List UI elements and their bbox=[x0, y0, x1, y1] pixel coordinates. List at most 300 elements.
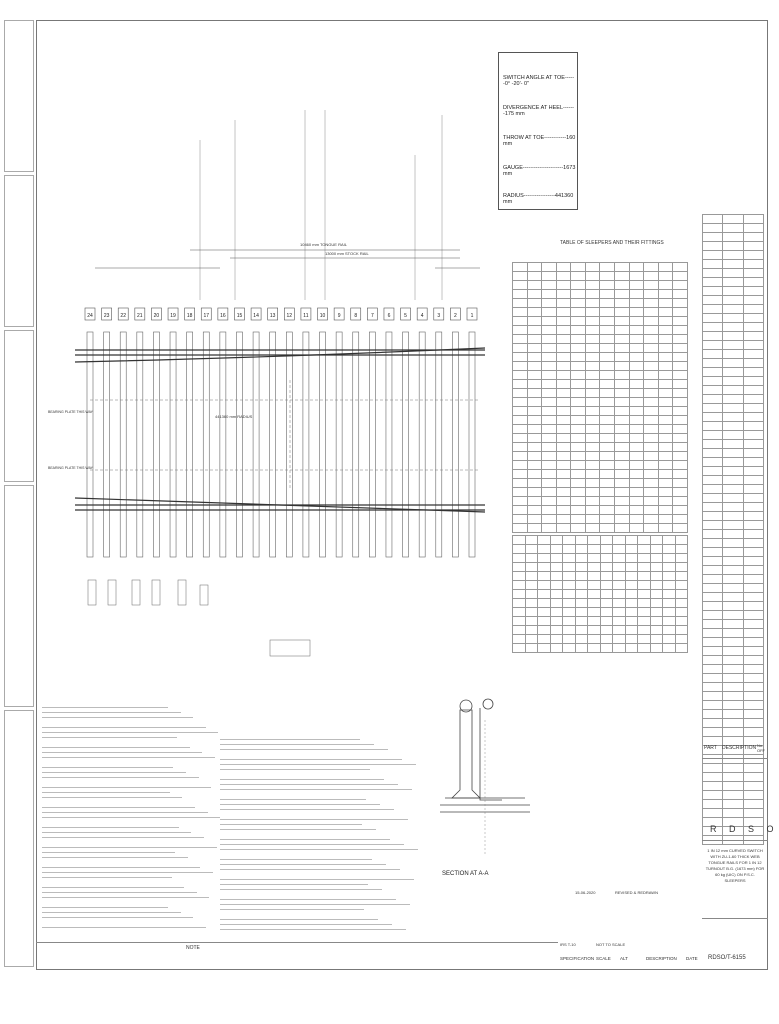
table-cell bbox=[513, 599, 526, 608]
table-cell bbox=[703, 368, 723, 377]
table-cell bbox=[527, 371, 542, 380]
table-cell bbox=[703, 377, 723, 386]
table-cell bbox=[703, 566, 723, 575]
table-cell bbox=[600, 590, 613, 599]
table-cell bbox=[600, 326, 615, 335]
sleeper-table-row bbox=[513, 425, 688, 434]
sleeper-table-row bbox=[513, 335, 688, 344]
table-cell bbox=[513, 470, 528, 479]
table-cell bbox=[525, 545, 538, 554]
sleeper-number: 7 bbox=[370, 313, 374, 319]
note-line bbox=[42, 837, 204, 838]
table-cell bbox=[571, 263, 586, 272]
table-cell bbox=[585, 299, 600, 308]
table-cell bbox=[556, 317, 571, 326]
table-cell bbox=[527, 389, 542, 398]
note-line bbox=[42, 917, 193, 918]
divider bbox=[702, 840, 768, 841]
table-cell bbox=[743, 656, 763, 665]
table-cell bbox=[675, 563, 688, 572]
table-cell bbox=[703, 413, 723, 422]
sleeper bbox=[403, 332, 409, 557]
table-cell bbox=[673, 317, 688, 326]
table-cell bbox=[703, 692, 723, 701]
table-cell bbox=[513, 608, 526, 617]
sleeper-table-row bbox=[513, 506, 688, 515]
table-cell bbox=[743, 530, 763, 539]
table-cell bbox=[571, 326, 586, 335]
table-cell bbox=[525, 635, 538, 644]
sleeper-table-row bbox=[513, 497, 688, 506]
table-cell bbox=[650, 644, 663, 653]
table-cell bbox=[644, 299, 659, 308]
table-cell bbox=[743, 296, 763, 305]
table-cell bbox=[525, 599, 538, 608]
rdso-label: R D S O bbox=[710, 824, 779, 834]
table-cell bbox=[703, 494, 723, 503]
parts-table-row bbox=[703, 305, 764, 314]
table-cell bbox=[615, 290, 630, 299]
table-cell bbox=[542, 425, 557, 434]
table-cell bbox=[556, 497, 571, 506]
table-cell bbox=[743, 359, 763, 368]
table-cell bbox=[723, 431, 743, 440]
table-cell bbox=[658, 317, 673, 326]
table-cell bbox=[538, 536, 551, 545]
stock-rail-label: 13000 mm STOCK RAIL bbox=[325, 251, 369, 256]
table-cell bbox=[525, 536, 538, 545]
table-cell bbox=[629, 506, 644, 515]
table-cell bbox=[542, 488, 557, 497]
sleeper-table-row bbox=[513, 515, 688, 524]
table-cell bbox=[703, 647, 723, 656]
parts-table-row bbox=[703, 512, 764, 521]
table-cell bbox=[571, 416, 586, 425]
table-cell bbox=[563, 536, 576, 545]
note-line bbox=[42, 897, 209, 898]
table-cell bbox=[585, 308, 600, 317]
sleeper-number-row bbox=[85, 308, 477, 320]
sleeper bbox=[452, 332, 458, 557]
table-cell bbox=[588, 536, 601, 545]
table-cell bbox=[629, 515, 644, 524]
table-cell bbox=[703, 431, 723, 440]
parts-table-row bbox=[703, 458, 764, 467]
table-cell bbox=[723, 512, 743, 521]
table-cell bbox=[675, 581, 688, 590]
sleepers bbox=[87, 332, 475, 557]
parts-table-row bbox=[703, 467, 764, 476]
table-cell bbox=[703, 296, 723, 305]
table-cell bbox=[525, 554, 538, 563]
parts-table-row bbox=[703, 629, 764, 638]
table-cell bbox=[644, 389, 659, 398]
table-cell bbox=[525, 572, 538, 581]
fittings-table-row bbox=[513, 581, 688, 590]
table-cell bbox=[571, 335, 586, 344]
table-cell bbox=[673, 380, 688, 389]
table-cell bbox=[556, 371, 571, 380]
table-cell bbox=[723, 593, 743, 602]
table-cell bbox=[638, 635, 651, 644]
fittings-table-row bbox=[513, 590, 688, 599]
note-line bbox=[220, 849, 418, 850]
table-cell bbox=[663, 626, 676, 635]
table-cell bbox=[723, 719, 743, 728]
table-cell bbox=[575, 644, 588, 653]
table-cell bbox=[703, 575, 723, 584]
table-cell bbox=[703, 710, 723, 719]
table-cell bbox=[600, 488, 615, 497]
table-cell bbox=[743, 521, 763, 530]
sleeper-table-row bbox=[513, 380, 688, 389]
table-cell bbox=[527, 344, 542, 353]
table-cell bbox=[703, 458, 723, 467]
table-cell bbox=[588, 626, 601, 635]
table-cell bbox=[703, 467, 723, 476]
table-cell bbox=[658, 524, 673, 533]
date-label: DATE bbox=[686, 956, 698, 961]
table-cell bbox=[650, 626, 663, 635]
table-cell bbox=[743, 638, 763, 647]
table-cell bbox=[556, 326, 571, 335]
table-cell bbox=[663, 545, 676, 554]
table-cell bbox=[629, 479, 644, 488]
table-cell bbox=[600, 608, 613, 617]
table-cell bbox=[658, 488, 673, 497]
sleeper-table-row bbox=[513, 470, 688, 479]
table-cell bbox=[538, 626, 551, 635]
table-cell bbox=[542, 389, 557, 398]
parts-table-row bbox=[703, 350, 764, 359]
fittings-table-row bbox=[513, 635, 688, 644]
table-cell bbox=[644, 506, 659, 515]
note-bar bbox=[36, 942, 558, 955]
table-cell bbox=[527, 488, 542, 497]
table-cell bbox=[513, 362, 528, 371]
table-cell bbox=[625, 572, 638, 581]
sleeper-table-row bbox=[513, 299, 688, 308]
table-cell bbox=[571, 470, 586, 479]
table-cell bbox=[538, 608, 551, 617]
sleeper-number: 14 bbox=[253, 313, 259, 319]
table-cell bbox=[588, 608, 601, 617]
table-cell bbox=[743, 341, 763, 350]
table-cell bbox=[625, 554, 638, 563]
table-cell bbox=[585, 317, 600, 326]
table-cell bbox=[615, 353, 630, 362]
table-cell bbox=[538, 599, 551, 608]
note-line bbox=[220, 819, 408, 820]
ownership-note bbox=[702, 758, 768, 819]
section-aa-drawing bbox=[430, 680, 540, 880]
table-cell bbox=[625, 626, 638, 635]
table-cell bbox=[663, 644, 676, 653]
table-cell bbox=[673, 497, 688, 506]
sleeper-number: 1 bbox=[470, 313, 474, 319]
table-cell bbox=[644, 290, 659, 299]
parts-table-row bbox=[703, 278, 764, 287]
table-cell bbox=[723, 359, 743, 368]
sleeper-table-row bbox=[513, 263, 688, 272]
table-cell bbox=[673, 326, 688, 335]
table-cell bbox=[638, 554, 651, 563]
table-cell bbox=[723, 305, 743, 314]
table-cell bbox=[644, 425, 659, 434]
table-cell bbox=[723, 269, 743, 278]
note-line bbox=[42, 757, 215, 758]
table-cell bbox=[585, 515, 600, 524]
table-cell bbox=[542, 380, 557, 389]
table-cell bbox=[703, 611, 723, 620]
note-line bbox=[42, 712, 181, 713]
table-cell bbox=[550, 599, 563, 608]
table-cell bbox=[615, 452, 630, 461]
table-cell bbox=[613, 626, 626, 635]
table-cell bbox=[723, 215, 743, 224]
switch-angle-text: SWITCH ANGLE AT TOE------0° -20'- 0" bbox=[503, 75, 575, 87]
table-cell bbox=[723, 368, 743, 377]
table-cell bbox=[743, 215, 763, 224]
no-off-label: No. OFF bbox=[757, 743, 765, 753]
table-cell bbox=[513, 416, 528, 425]
sleeper-number: 2 bbox=[454, 313, 457, 319]
table-cell bbox=[743, 476, 763, 485]
parts-table-row bbox=[703, 404, 764, 413]
sleeper-number: 16 bbox=[220, 313, 226, 319]
table-cell bbox=[723, 683, 743, 692]
table-cell bbox=[743, 665, 763, 674]
table-cell bbox=[650, 545, 663, 554]
table-cell bbox=[703, 638, 723, 647]
table-cell bbox=[629, 425, 644, 434]
table-cell bbox=[743, 413, 763, 422]
table-cell bbox=[600, 470, 615, 479]
table-cell bbox=[585, 290, 600, 299]
table-cell bbox=[513, 299, 528, 308]
note-line bbox=[42, 847, 217, 848]
table-cell bbox=[556, 281, 571, 290]
table-cell bbox=[658, 380, 673, 389]
table-cell bbox=[513, 590, 526, 599]
note-line bbox=[220, 804, 380, 805]
revision-date: 15-06-2020 bbox=[575, 890, 596, 895]
parts-table-row bbox=[703, 548, 764, 557]
table-cell bbox=[743, 260, 763, 269]
table-cell bbox=[585, 470, 600, 479]
note-line bbox=[42, 707, 168, 708]
table-cell bbox=[675, 590, 688, 599]
table-cell bbox=[743, 539, 763, 548]
table-cell bbox=[629, 353, 644, 362]
table-cell bbox=[575, 545, 588, 554]
table-cell bbox=[644, 479, 659, 488]
table-cell bbox=[723, 422, 743, 431]
table-cell bbox=[588, 563, 601, 572]
fittings-table-row bbox=[513, 563, 688, 572]
table-cell bbox=[663, 581, 676, 590]
table-cell bbox=[743, 224, 763, 233]
note-line bbox=[42, 907, 168, 908]
table-cell bbox=[673, 452, 688, 461]
table-cell bbox=[673, 515, 688, 524]
table-cell bbox=[673, 371, 688, 380]
table-cell bbox=[723, 314, 743, 323]
table-cell bbox=[703, 404, 723, 413]
table-cell bbox=[538, 590, 551, 599]
table-cell bbox=[743, 314, 763, 323]
table-cell bbox=[629, 389, 644, 398]
table-cell bbox=[513, 389, 528, 398]
table-cell bbox=[563, 590, 576, 599]
table-cell bbox=[600, 425, 615, 434]
table-cell bbox=[673, 407, 688, 416]
description-footer-label: DESCRIPTION bbox=[646, 956, 677, 961]
sleeper-table-row bbox=[513, 308, 688, 317]
note-line bbox=[42, 812, 208, 813]
margin-strip bbox=[4, 485, 34, 707]
table-cell bbox=[723, 629, 743, 638]
table-cell bbox=[538, 554, 551, 563]
table-cell bbox=[615, 506, 630, 515]
table-cell bbox=[600, 635, 613, 644]
sleeper-number: 22 bbox=[120, 313, 126, 319]
sleeper bbox=[236, 332, 242, 557]
table-cell bbox=[615, 380, 630, 389]
bottom-title-bar bbox=[558, 942, 768, 970]
table-cell bbox=[600, 272, 615, 281]
table-cell bbox=[673, 389, 688, 398]
table-cell bbox=[703, 305, 723, 314]
table-cell bbox=[644, 380, 659, 389]
sleeper-number: 24 bbox=[87, 313, 93, 319]
table-cell bbox=[629, 362, 644, 371]
table-cell bbox=[644, 317, 659, 326]
parts-table-row bbox=[703, 521, 764, 530]
note-line bbox=[42, 792, 170, 793]
table-cell bbox=[743, 323, 763, 332]
table-cell bbox=[556, 335, 571, 344]
table-cell bbox=[629, 497, 644, 506]
table-cell bbox=[525, 581, 538, 590]
table-cell bbox=[615, 398, 630, 407]
table-cell bbox=[585, 362, 600, 371]
table-cell bbox=[673, 461, 688, 470]
note-line bbox=[220, 829, 376, 830]
table-cell bbox=[588, 572, 601, 581]
table-cell bbox=[663, 554, 676, 563]
fittings-table-row bbox=[513, 644, 688, 653]
parts-table-row bbox=[703, 611, 764, 620]
table-cell bbox=[638, 536, 651, 545]
table-cell bbox=[673, 434, 688, 443]
table-cell bbox=[723, 323, 743, 332]
table-cell bbox=[743, 629, 763, 638]
note-line bbox=[220, 744, 374, 745]
table-cell bbox=[613, 554, 626, 563]
table-cell bbox=[673, 308, 688, 317]
table-cell bbox=[644, 326, 659, 335]
note-line bbox=[42, 857, 188, 858]
table-cell bbox=[527, 281, 542, 290]
table-cell bbox=[600, 344, 615, 353]
note-line bbox=[220, 809, 394, 810]
note-line bbox=[42, 747, 190, 748]
description-label: DESCRIPTION bbox=[722, 745, 757, 751]
sleeper-table-row bbox=[513, 371, 688, 380]
table-cell bbox=[673, 506, 688, 515]
table-cell bbox=[723, 458, 743, 467]
table-cell bbox=[703, 350, 723, 359]
table-cell bbox=[542, 290, 557, 299]
table-cell bbox=[550, 644, 563, 653]
table-cell bbox=[571, 371, 586, 380]
fittings-table-row bbox=[513, 626, 688, 635]
table-cell bbox=[675, 644, 688, 653]
table-cell bbox=[723, 692, 743, 701]
table-cell bbox=[613, 644, 626, 653]
table-cell bbox=[588, 590, 601, 599]
table-cell bbox=[585, 497, 600, 506]
table-cell bbox=[600, 299, 615, 308]
note-line bbox=[42, 852, 175, 853]
table-cell bbox=[638, 590, 651, 599]
table-cell bbox=[588, 617, 601, 626]
table-cell bbox=[556, 380, 571, 389]
table-cell bbox=[743, 611, 763, 620]
table-cell bbox=[575, 635, 588, 644]
table-cell bbox=[743, 251, 763, 260]
table-cell bbox=[638, 608, 651, 617]
table-cell bbox=[585, 461, 600, 470]
table-cell bbox=[600, 407, 615, 416]
table-cell bbox=[525, 617, 538, 626]
parts-table-row bbox=[703, 674, 764, 683]
table-cell bbox=[658, 299, 673, 308]
table-cell bbox=[571, 524, 586, 533]
table-cell bbox=[743, 683, 763, 692]
table-cell bbox=[675, 608, 688, 617]
note-line bbox=[220, 824, 362, 825]
table-cell bbox=[723, 377, 743, 386]
table-cell bbox=[743, 602, 763, 611]
table-cell bbox=[663, 635, 676, 644]
table-cell bbox=[556, 425, 571, 434]
table-cell bbox=[513, 281, 528, 290]
table-cell bbox=[650, 590, 663, 599]
table-cell bbox=[575, 536, 588, 545]
parts-table-row bbox=[703, 314, 764, 323]
table-cell bbox=[658, 497, 673, 506]
note-line bbox=[220, 839, 390, 840]
parts-table-row bbox=[703, 251, 764, 260]
table-cell bbox=[556, 308, 571, 317]
table-cell bbox=[513, 380, 528, 389]
table-cell bbox=[644, 407, 659, 416]
drawing-title: 1 IN 12 mm CURVED SWITCH WITH ZU-1-60 THICK WEB TONGUE RAILS FOR 1 IN 12 TURNOUT B.G. (1673 mm) FOR 60 kg (UIC) ON P.S.C. SLEEPERS bbox=[705, 848, 765, 883]
table-cell bbox=[673, 479, 688, 488]
table-cell bbox=[644, 353, 659, 362]
table-cell bbox=[513, 554, 526, 563]
note-line bbox=[220, 749, 388, 750]
table-cell bbox=[625, 644, 638, 653]
table-cell bbox=[629, 272, 644, 281]
table-cell bbox=[550, 608, 563, 617]
table-cell bbox=[571, 299, 586, 308]
table-cell bbox=[613, 608, 626, 617]
parts-table-row bbox=[703, 701, 764, 710]
table-cell bbox=[703, 656, 723, 665]
